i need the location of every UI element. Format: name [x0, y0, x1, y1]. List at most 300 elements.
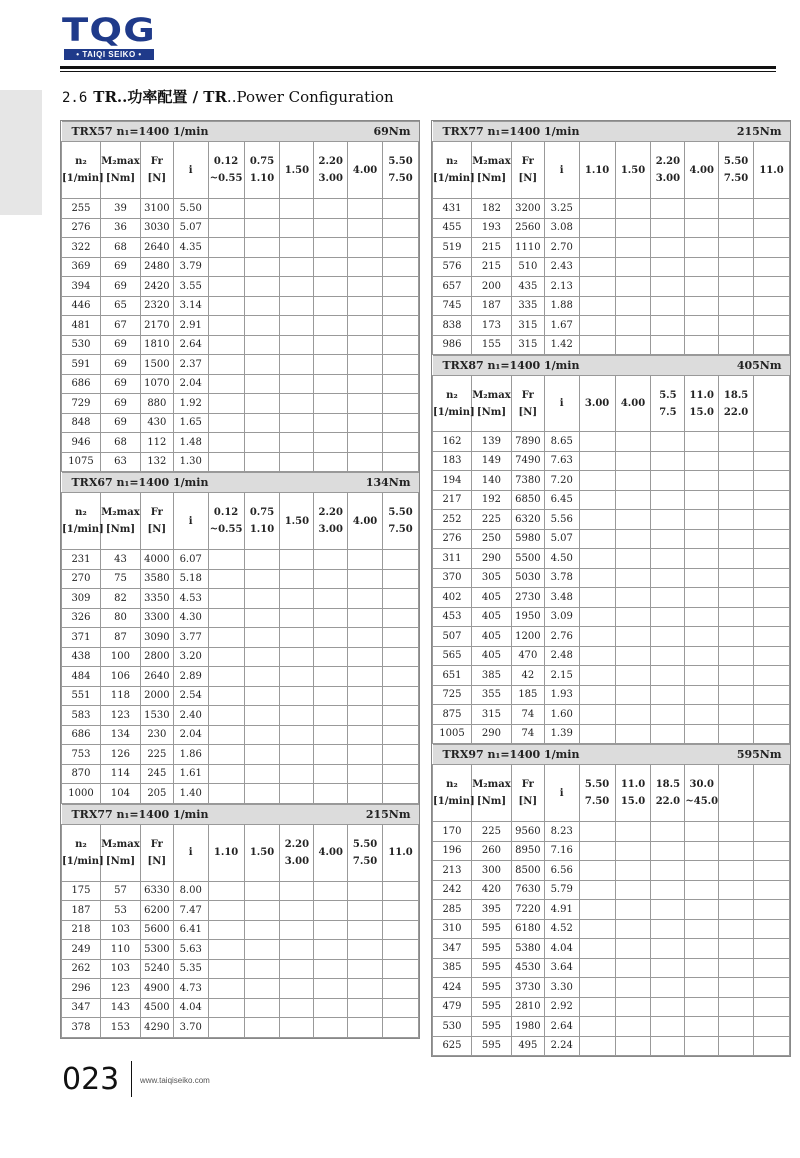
- output-speed-cell: 424: [433, 978, 472, 998]
- power-value: 11.0: [759, 164, 784, 176]
- power-cell: [615, 666, 651, 686]
- power-cell: [314, 881, 348, 901]
- output-speed-cell: 875: [433, 705, 472, 725]
- output-speed-cell: 986: [433, 335, 472, 355]
- power-cell: [651, 900, 685, 920]
- max-torque-cell: 100: [100, 647, 140, 667]
- power-cell: [579, 685, 615, 705]
- power-cell: [651, 257, 685, 277]
- power-cell: [280, 901, 314, 921]
- radial-force-cell: 2640: [140, 238, 173, 258]
- power-cell: [651, 705, 685, 725]
- power-cell: [685, 685, 719, 705]
- max-torque-cell: 139: [471, 432, 511, 452]
- output-speed-cell: 326: [62, 608, 101, 628]
- power-cell: [685, 432, 719, 452]
- power-cell: [208, 1018, 244, 1038]
- output-speed-cell: 242: [433, 880, 472, 900]
- power-cell: [615, 588, 651, 608]
- power-cell: [719, 1036, 754, 1056]
- power-value: 4.00: [318, 847, 343, 858]
- max-torque-cell: 103: [100, 920, 140, 940]
- ratio-cell: 3.20: [173, 647, 208, 667]
- power-cell: [383, 686, 419, 706]
- table-row: [62, 998, 419, 1018]
- output-speed-cell: 725: [433, 685, 472, 705]
- power-cell: [383, 881, 419, 901]
- output-speed-cell: 255: [62, 199, 101, 219]
- power-cell: [719, 861, 754, 881]
- power-cell: [685, 316, 719, 336]
- power-cell: [651, 958, 685, 978]
- ratio-cell: 2.64: [544, 1017, 579, 1037]
- radial-force-cell: 245: [140, 764, 173, 784]
- output-speed-cell: 530: [433, 1017, 472, 1037]
- force-header-unit: [N]: [147, 855, 167, 867]
- power-cell: [754, 900, 790, 920]
- power-cell: [244, 784, 280, 804]
- power-cell: [314, 589, 348, 609]
- power-cell: [754, 335, 790, 355]
- table-row: [433, 451, 790, 471]
- table-row: [433, 588, 790, 608]
- power-cell: [685, 919, 719, 939]
- power-header: [280, 142, 314, 199]
- power-cell: [754, 919, 790, 939]
- website-url: www.taiqiseiko.com: [140, 1076, 210, 1085]
- torque-header: [471, 376, 511, 432]
- power-cell: [754, 841, 790, 861]
- power-cell: [615, 705, 651, 725]
- radial-force-cell: 1070: [140, 374, 173, 394]
- max-torque-cell: 110: [100, 940, 140, 960]
- max-torque-cell: 80: [100, 608, 140, 628]
- max-torque-cell: 118: [100, 686, 140, 706]
- ratio-cell: 5.56: [544, 510, 579, 530]
- power-cell: [579, 588, 615, 608]
- power-cell: [208, 296, 244, 316]
- table-title: TRX67 n₁=1400 1/min: [62, 473, 280, 493]
- power-header: [579, 142, 615, 199]
- torque-header-symbol: M₂max: [101, 838, 140, 850]
- logo-subtitle: • TAIQI SEIKO •: [64, 49, 154, 60]
- ratio-cell: 1.93: [544, 685, 579, 705]
- power-cell: [244, 1018, 280, 1038]
- power-cell: [579, 510, 615, 530]
- power-cell: [280, 628, 314, 648]
- power-cell: [208, 979, 244, 999]
- power-cell: [651, 568, 685, 588]
- power-cell: [615, 471, 651, 491]
- power-cell: [754, 316, 790, 336]
- power-value-range: 3.00: [318, 173, 343, 184]
- table-row: [433, 218, 790, 238]
- ratio-cell: 2.91: [173, 316, 208, 336]
- ratio-cell: 2.13: [544, 277, 579, 297]
- power-cell: [754, 997, 790, 1017]
- max-torque-cell: 187: [471, 296, 511, 316]
- output-speed-cell: 310: [433, 919, 472, 939]
- max-torque-cell: 69: [100, 355, 140, 375]
- output-speed-cell: 394: [62, 277, 101, 297]
- ratio-cell: 3.14: [173, 296, 208, 316]
- table-row: [62, 667, 419, 687]
- power-cell: [685, 238, 719, 258]
- power-cell: [651, 685, 685, 705]
- ratio-cell: 4.73: [173, 979, 208, 999]
- power-cell: [208, 745, 244, 765]
- power-cell: [348, 277, 383, 297]
- power-cell: [280, 433, 314, 453]
- table-row: [433, 841, 790, 861]
- radial-force-cell: 5240: [140, 959, 173, 979]
- power-cell: [719, 939, 754, 959]
- power-cell: [685, 218, 719, 238]
- power-cell: [615, 822, 651, 842]
- power-cell: [244, 238, 280, 258]
- output-speed-cell: 838: [433, 316, 472, 336]
- table-torque: 134Nm: [280, 473, 419, 493]
- max-torque-cell: 68: [100, 433, 140, 453]
- output-speed-cell: 745: [433, 296, 472, 316]
- power-cell: [719, 900, 754, 920]
- max-torque-cell: 149: [471, 451, 511, 471]
- power-cell: [719, 451, 754, 471]
- output-speed-cell: 565: [433, 646, 472, 666]
- torque-header: [471, 142, 511, 199]
- power-cell: [314, 647, 348, 667]
- power-cell: [719, 997, 754, 1017]
- power-cell: [651, 997, 685, 1017]
- torque-header-symbol: M₂max: [472, 779, 511, 790]
- radial-force-cell: 3030: [140, 218, 173, 238]
- power-value-range: 22.0: [723, 406, 749, 418]
- power-cell: [651, 277, 685, 297]
- power-cell: [348, 1018, 383, 1038]
- power-cell: [348, 764, 383, 784]
- power-cell: [615, 549, 651, 569]
- power-cell: [348, 686, 383, 706]
- power-cell: [383, 628, 419, 648]
- power-value: 1.50: [284, 164, 310, 176]
- table-row: [62, 335, 419, 355]
- output-speed-cell: 276: [433, 529, 472, 549]
- table-row: [433, 705, 790, 725]
- max-torque-cell: 87: [100, 628, 140, 648]
- power-header: [383, 142, 419, 199]
- output-speed-cell: 402: [433, 588, 472, 608]
- power-cell: [685, 1036, 719, 1056]
- power-cell: [280, 589, 314, 609]
- power-cell: [280, 608, 314, 628]
- power-cell: [685, 958, 719, 978]
- power-cell: [314, 784, 348, 804]
- radial-force-cell: 5300: [140, 940, 173, 960]
- power-cell: [685, 627, 719, 647]
- table-row: [62, 608, 419, 628]
- power-cell: [719, 432, 754, 452]
- power-cell: [579, 919, 615, 939]
- spec-table: [432, 355, 790, 744]
- power-value: 1.50: [249, 847, 275, 858]
- table-row: [62, 452, 419, 472]
- power-cell: [244, 920, 280, 940]
- power-cell: [579, 841, 615, 861]
- power-cell: [383, 394, 419, 414]
- radial-force-cell: 1110: [511, 238, 544, 258]
- power-cell: [615, 199, 651, 219]
- power-cell: [280, 394, 314, 414]
- ratio-cell: 2.92: [544, 997, 579, 1017]
- force-header-symbol: Fr: [521, 779, 534, 790]
- output-speed-cell: 370: [433, 568, 472, 588]
- power-value: 4.00: [352, 515, 378, 527]
- force-header: [511, 765, 544, 822]
- max-torque-cell: 67: [100, 316, 140, 336]
- power-cell: [719, 238, 754, 258]
- table-title: TRX77 n₁=1400 1/min: [433, 122, 651, 142]
- table-title: TRX57 n₁=1400 1/min: [62, 122, 280, 142]
- ratio-cell: 1.88: [544, 296, 579, 316]
- power-cell: [579, 627, 615, 647]
- power-cell: [579, 880, 615, 900]
- table-title: TRX77 n₁=1400 1/min: [62, 804, 280, 824]
- power-header: [651, 765, 685, 822]
- power-cell: [348, 901, 383, 921]
- torque-header-symbol: M₂max: [472, 389, 511, 401]
- power-cell: [754, 296, 790, 316]
- power-cell: [383, 316, 419, 336]
- speed-header-symbol: n₂: [446, 389, 458, 401]
- output-speed-cell: 175: [62, 881, 101, 901]
- table-row: [433, 607, 790, 627]
- power-cell: [208, 764, 244, 784]
- max-torque-cell: 200: [471, 277, 511, 297]
- torque-header: [471, 765, 511, 822]
- spec-table: [61, 804, 419, 1038]
- output-speed-cell: 309: [62, 589, 101, 609]
- radial-force-cell: 6850: [511, 490, 544, 510]
- power-cell: [314, 335, 348, 355]
- radial-force-cell: 3350: [140, 589, 173, 609]
- table-row: [433, 900, 790, 920]
- radial-force-cell: 3580: [140, 569, 173, 589]
- power-cell: [685, 997, 719, 1017]
- ratio-cell: 6.41: [173, 920, 208, 940]
- power-cell: [579, 978, 615, 998]
- power-cell: [754, 1017, 790, 1037]
- power-cell: [615, 490, 651, 510]
- torque-header-unit: [Nm]: [476, 406, 507, 418]
- power-value: 0.12: [213, 156, 239, 167]
- torque-header-symbol: M₂max: [101, 507, 140, 518]
- power-cell: [579, 471, 615, 491]
- output-speed-cell: 231: [62, 550, 101, 570]
- power-cell: [579, 277, 615, 297]
- power-cell: [208, 628, 244, 648]
- power-cell: [754, 978, 790, 998]
- max-torque-cell: 134: [100, 725, 140, 745]
- power-cell: [244, 277, 280, 297]
- max-torque-cell: 305: [471, 568, 511, 588]
- power-cell: [244, 764, 280, 784]
- radial-force-cell: 2420: [140, 277, 173, 297]
- power-cell: [719, 490, 754, 510]
- table-row: [62, 316, 419, 336]
- power-value: 11.0: [388, 847, 413, 858]
- ratio-cell: 1.48: [173, 433, 208, 453]
- table-row: [433, 1017, 790, 1037]
- table-row: [62, 920, 419, 940]
- table-title-row: [62, 804, 419, 824]
- max-torque-cell: 106: [100, 667, 140, 687]
- power-cell: [754, 607, 790, 627]
- power-cell: [280, 277, 314, 297]
- power-cell: [348, 725, 383, 745]
- table-row: [62, 647, 419, 667]
- radial-force-cell: 3730: [511, 978, 544, 998]
- power-cell: [651, 1017, 685, 1037]
- power-cell: [244, 979, 280, 999]
- power-cell: [383, 608, 419, 628]
- force-header-unit: [N]: [147, 524, 167, 535]
- power-cell: [579, 218, 615, 238]
- torque-header-unit: [Nm]: [476, 796, 507, 807]
- radial-force-cell: 2320: [140, 296, 173, 316]
- power-value: 5.50: [723, 156, 749, 167]
- table-row: [62, 355, 419, 375]
- speed-header-symbol: n₂: [75, 838, 87, 850]
- power-value-range: 7.50: [352, 855, 378, 867]
- force-header-symbol: Fr: [521, 389, 534, 401]
- power-cell: [208, 959, 244, 979]
- max-torque-cell: 315: [471, 705, 511, 725]
- power-cell: [579, 724, 615, 744]
- power-cell: [244, 374, 280, 394]
- power-value-range: 3.00: [284, 855, 310, 867]
- power-cell: [615, 646, 651, 666]
- power-cell: [754, 724, 790, 744]
- force-header: [140, 493, 173, 550]
- max-torque-cell: 69: [100, 374, 140, 394]
- power-cell: [280, 706, 314, 726]
- speed-header-unit: [1/min]: [62, 173, 104, 184]
- radial-force-cell: 2560: [511, 218, 544, 238]
- ratio-cell: 4.53: [173, 589, 208, 609]
- max-torque-cell: 595: [471, 919, 511, 939]
- max-torque-cell: 420: [471, 880, 511, 900]
- power-cell: [383, 784, 419, 804]
- force-header-symbol: Fr: [150, 838, 163, 850]
- power-cell: [383, 725, 419, 745]
- power-cell: [383, 745, 419, 765]
- max-torque-cell: 595: [471, 1017, 511, 1037]
- power-cell: [719, 724, 754, 744]
- power-cell: [208, 706, 244, 726]
- ratio-cell: 5.63: [173, 940, 208, 960]
- output-speed-cell: 657: [433, 277, 472, 297]
- power-value: 2.20: [284, 838, 310, 850]
- power-cell: [314, 920, 348, 940]
- left-column: [60, 120, 420, 1039]
- table-row: [433, 238, 790, 258]
- ratio-cell: 4.91: [544, 900, 579, 920]
- power-cell: [685, 490, 719, 510]
- power-cell: [651, 666, 685, 686]
- max-torque-cell: 225: [471, 822, 511, 842]
- power-cell: [754, 490, 790, 510]
- radial-force-cell: 880: [140, 394, 173, 414]
- output-speed-cell: 347: [62, 998, 101, 1018]
- power-cell: [348, 452, 383, 472]
- force-header: [140, 824, 173, 881]
- ratio-header: i: [173, 824, 208, 881]
- table-trx77-low: [61, 804, 419, 1038]
- ratio-cell: 2.24: [544, 1036, 579, 1056]
- power-cell: [579, 257, 615, 277]
- power-cell: [383, 550, 419, 570]
- radial-force-cell: 8950: [511, 841, 544, 861]
- table-row: [62, 550, 419, 570]
- output-speed-cell: 753: [62, 745, 101, 765]
- power-cell: [754, 646, 790, 666]
- output-speed-cell: 583: [62, 706, 101, 726]
- power-cell: [719, 199, 754, 219]
- power-cell: [208, 920, 244, 940]
- power-cell: [754, 627, 790, 647]
- table-row: [433, 277, 790, 297]
- power-cell: [719, 510, 754, 530]
- force-header-symbol: Fr: [521, 156, 534, 167]
- power-cell: [383, 355, 419, 375]
- power-cell: [383, 706, 419, 726]
- power-cell: [244, 589, 280, 609]
- power-cell: [579, 451, 615, 471]
- power-cell: [208, 218, 244, 238]
- output-speed-cell: 162: [433, 432, 472, 452]
- power-cell: [280, 920, 314, 940]
- table-row: [62, 1018, 419, 1038]
- table-row: [433, 939, 790, 959]
- force-header-symbol: Fr: [150, 156, 163, 167]
- output-speed-cell: 371: [62, 628, 101, 648]
- power-cell: [719, 218, 754, 238]
- output-speed-cell: 311: [433, 549, 472, 569]
- ratio-cell: 3.25: [544, 199, 579, 219]
- max-torque-cell: 65: [100, 296, 140, 316]
- power-cell: [314, 959, 348, 979]
- table-row: [62, 199, 419, 219]
- table-row: [433, 978, 790, 998]
- torque-header: [100, 824, 140, 881]
- max-torque-cell: 595: [471, 1036, 511, 1056]
- output-speed-cell: 1075: [62, 452, 101, 472]
- power-cell: [579, 997, 615, 1017]
- power-cell: [314, 725, 348, 745]
- output-speed-cell: 296: [62, 979, 101, 999]
- power-cell: [579, 568, 615, 588]
- power-cell: [244, 550, 280, 570]
- power-cell: [383, 647, 419, 667]
- radial-force-cell: 1810: [140, 335, 173, 355]
- speed-header: [433, 142, 475, 199]
- speed-header-symbol: n₂: [446, 779, 458, 790]
- power-header: [244, 142, 280, 199]
- torque-header-symbol: M₂max: [472, 156, 511, 167]
- max-torque-cell: 75: [100, 569, 140, 589]
- power-cell: [348, 296, 383, 316]
- output-speed-cell: 217: [433, 490, 472, 510]
